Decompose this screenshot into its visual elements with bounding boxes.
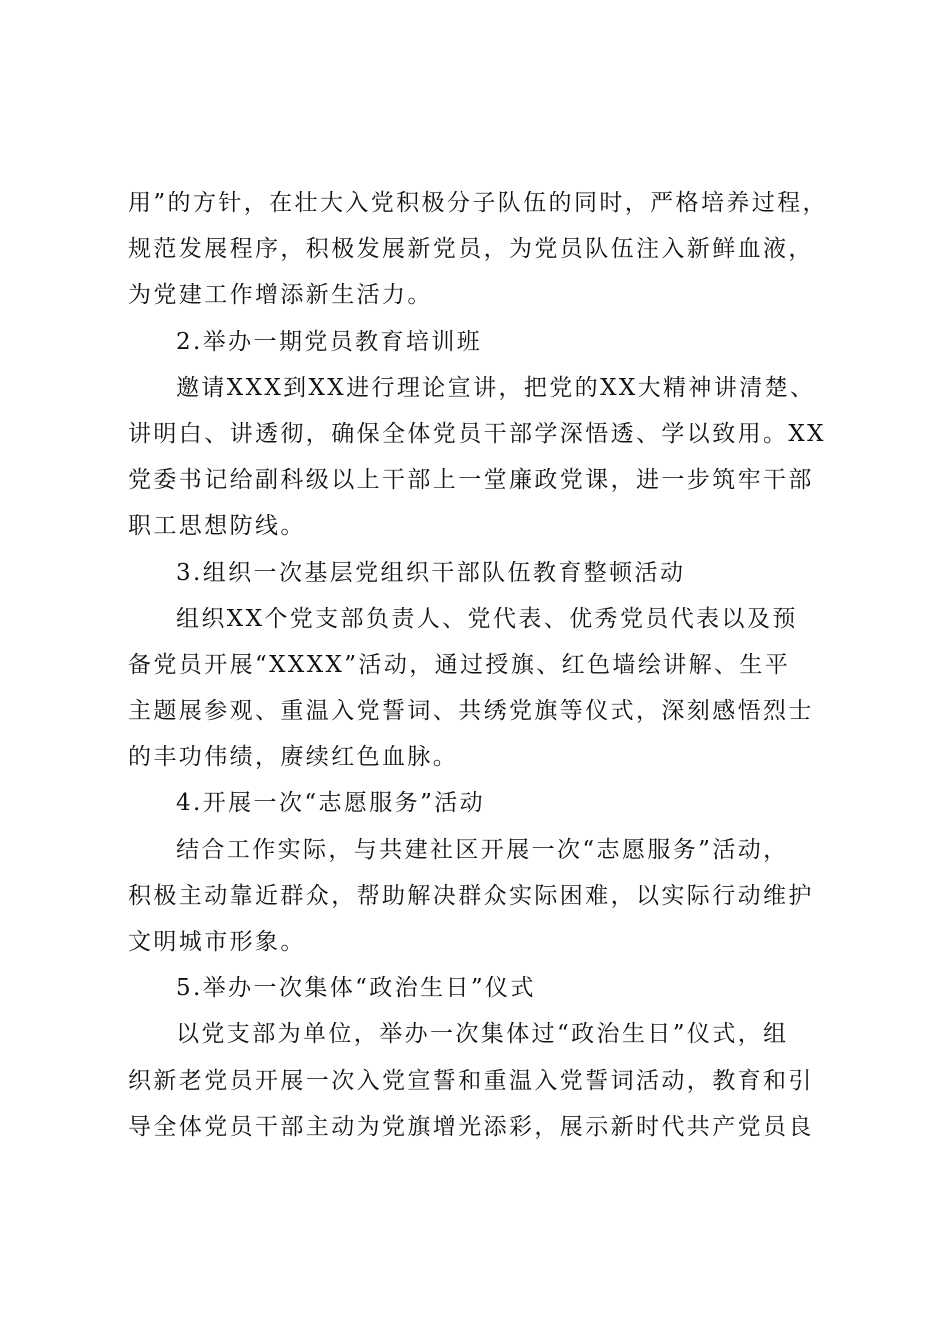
text-line: 主题展参观、重温入党誓词、共绣党旗等仪式，深刻感悟烈士 xyxy=(128,698,814,725)
body-paragraph xyxy=(128,1011,858,1150)
text-line: 2.举办一期党员教育培训班 xyxy=(176,328,483,355)
text-line: 规范发展程序，积极发展新党员，为党员队伍注入新鲜血液， xyxy=(128,236,814,263)
text-line: 组织XX个党支部负责人、党代表、优秀党员代表以及预 xyxy=(176,605,798,632)
section-heading xyxy=(128,965,858,1011)
text-line: 邀请XXX到XX进行理论宣讲，把党的XX大精神讲清楚、 xyxy=(176,374,816,401)
section-heading xyxy=(128,319,858,365)
text-line: 为党建工作增添新生活力。 xyxy=(128,282,433,309)
text-line: 4.开展一次“志愿服务”活动 xyxy=(176,790,486,817)
text-line: 以党支部为单位，举办一次集体过“政治生日”仪式，组 xyxy=(176,1021,789,1048)
document-body xyxy=(128,180,858,1150)
text-line: 结合工作实际，与共建社区开展一次“志愿服务”活动， xyxy=(176,836,789,863)
text-line: 讲明白、讲透彻，确保全体党员干部学深悟透、学以致用。XX xyxy=(128,420,826,447)
body-paragraph xyxy=(128,596,858,781)
text-line: 职工思想防线。 xyxy=(128,513,306,540)
text-line: 织新老党员开展一次入党宣誓和重温入党誓词活动，教育和引 xyxy=(128,1067,814,1094)
text-line: 备党员开展“XXXX”活动，通过授旗、红色墙绘讲解、生平 xyxy=(128,651,791,678)
body-paragraph xyxy=(128,365,858,550)
text-line: 的丰功伟绩，赓续红色血脉。 xyxy=(128,744,459,771)
text-line: 5.举办一次集体“政治生日”仪式 xyxy=(176,975,536,1002)
section-heading xyxy=(128,780,858,826)
body-paragraph xyxy=(128,827,858,966)
text-line: 导全体党员干部主动为党旗增光添彩，展示新时代共产党员良 xyxy=(128,1113,814,1140)
text-line: 用”的方针，在壮大入党积极分子队伍的同时，严格培养过程， xyxy=(128,190,828,216)
text-line: 3.组织一次基层党组织干部队伍教育整顿活动 xyxy=(176,559,686,586)
section-heading xyxy=(128,550,858,596)
text-line: 积极主动靠近群众，帮助解决群众实际困难，以实际行动维护 xyxy=(128,882,814,909)
body-paragraph xyxy=(128,180,858,319)
text-line: 文明城市形象。 xyxy=(128,929,306,955)
text-line: 党委书记给副科级以上干部上一堂廉政党课，进一步筑牢干部 xyxy=(128,467,814,494)
